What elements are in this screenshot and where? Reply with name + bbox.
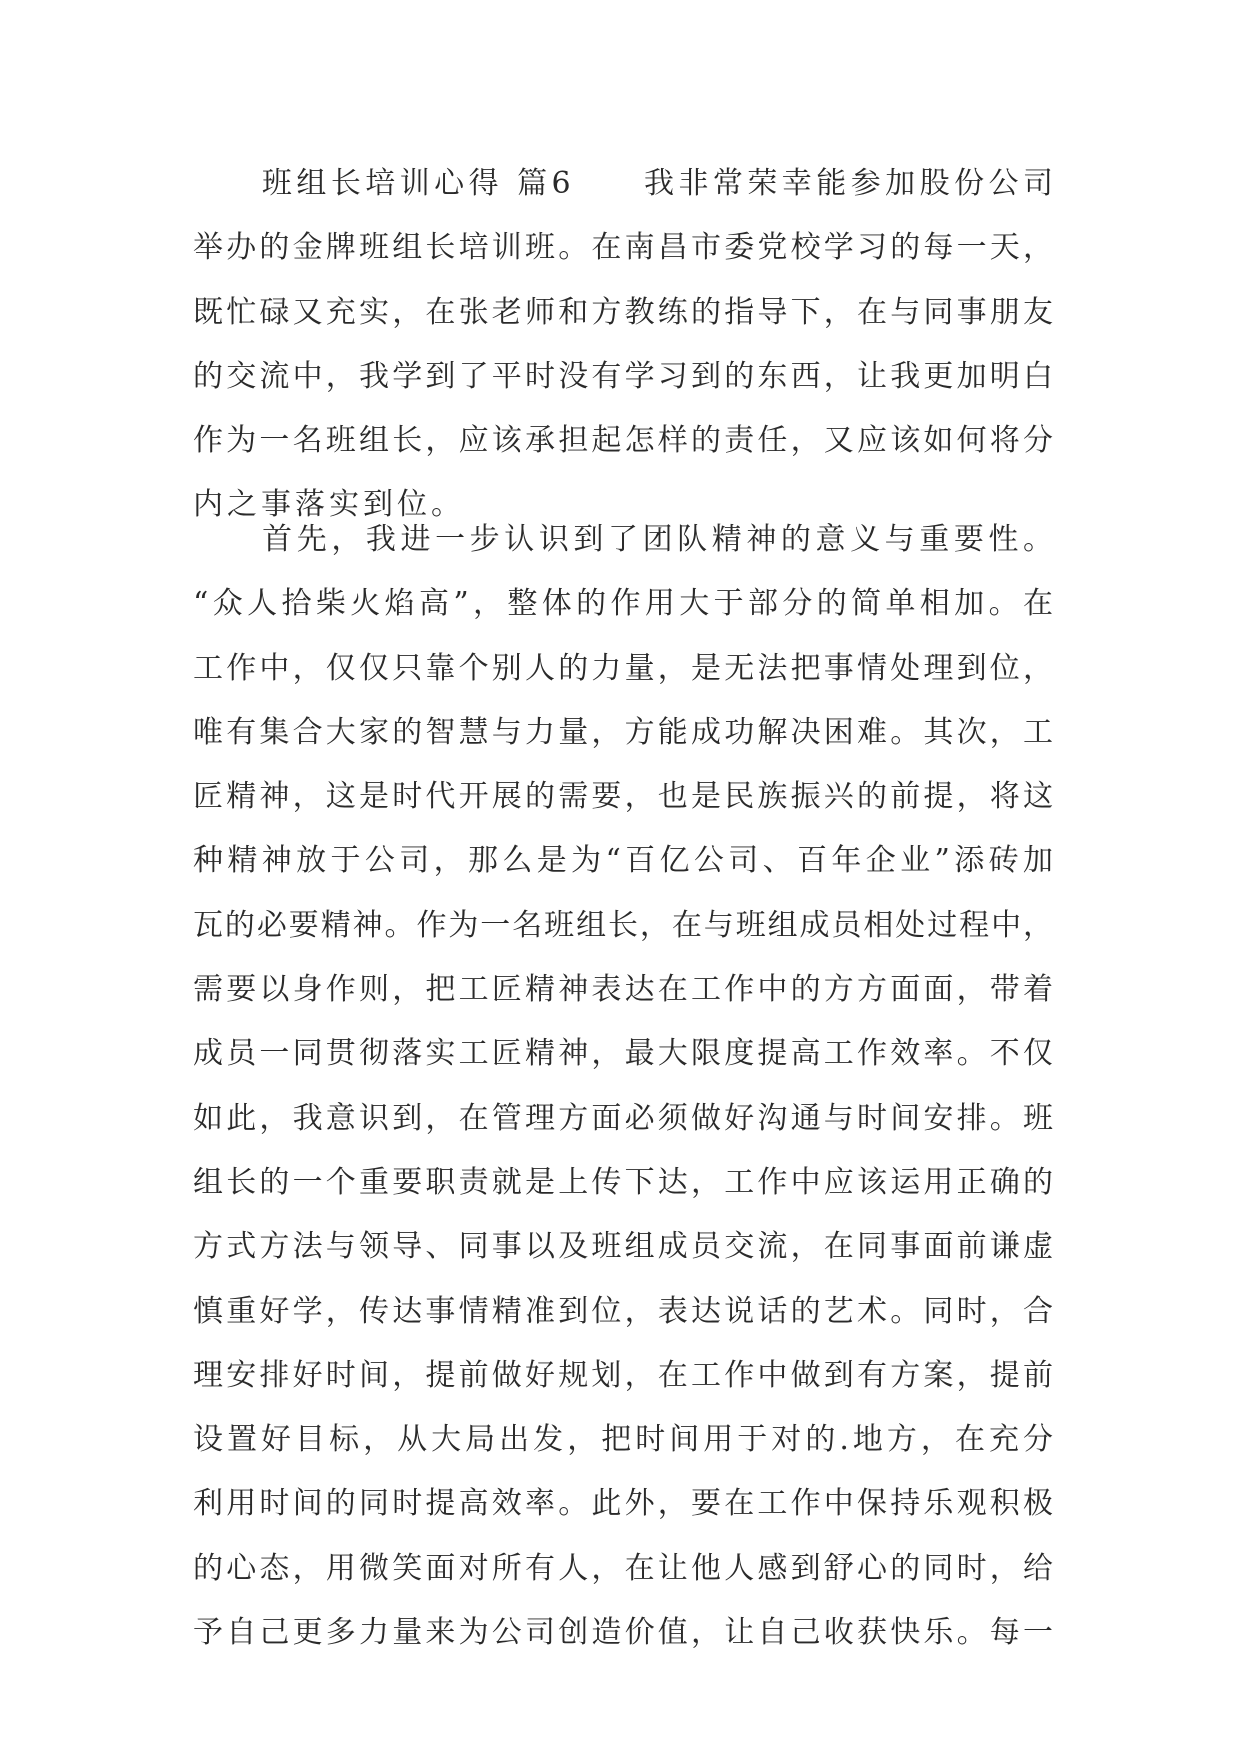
paragraph-line: 唯有集合大家的智慧与力量，方能成功解决困难。其次，工 [193, 714, 1053, 750]
paragraph-line: 的交流中，我学到了平时没有学习到的东西，让我更加明白 [193, 358, 1053, 394]
paragraph-line: 举办的金牌班组长培训班。在南昌市委党校学习的每一天， [193, 230, 1053, 266]
paragraph-line: 组长的一个重要职责就是上传下达，工作中应该运用正确的 [193, 1164, 1053, 1200]
paragraph-line: 理安排好时间，提前做好规划，在工作中做到有方案，提前 [193, 1357, 1053, 1393]
paragraph-line: 需要以身作则，把工匠精神表达在工作中的方方面面，带着 [193, 972, 1053, 1008]
paragraph-line: 既忙碌又充实，在张老师和方教练的指导下，在与同事朋友 [193, 294, 1053, 330]
paragraph-line: 设置好目标，从大局出发，把时间用于对的.地方，在充分 [193, 1422, 1053, 1458]
paragraph-line: 如此，我意识到，在管理方面必须做好沟通与时间安排。班 [193, 1100, 1053, 1136]
paragraph-line: 成员一同贯彻落实工匠精神，最大限度提高工作效率。不仅 [193, 1036, 1053, 1072]
paragraph-line: 匠精神，这是时代开展的需要，也是民族振兴的前提，将这 [193, 779, 1053, 815]
paragraph-line: 慎重好学，传达事情精准到位，表达说话的艺术。同时，合 [193, 1293, 1053, 1329]
paragraph-line: 种精神放于公司，那么是为“百亿公司、百年企业”添砖加 [193, 843, 1053, 879]
paragraph-line: 的心态，用微笑面对所有人，在让他人感到舒心的同时，给 [193, 1550, 1053, 1586]
paragraph-line: 瓦的必要精神。作为一名班组长，在与班组成员相处过程中， [193, 907, 1053, 943]
paragraph-1 [193, 152, 1053, 538]
paragraph-line: 方式方法与领导、同事以及班组成员交流，在同事面前谦虚 [193, 1229, 1053, 1265]
paragraph-line: 工作中，仅仅只靠个别人的力量，是无法把事情处理到位， [193, 650, 1053, 686]
paragraph-line: 予自己更多力量来为公司创造价值，让自己收获快乐。每一 [193, 1615, 1053, 1651]
paragraph-line: 内之事落实到位。 [193, 487, 465, 523]
paragraph-line: 利用时间的同时提高效率。此外，要在工作中保持乐观积极 [193, 1486, 1053, 1522]
paragraph-line: 作为一名班组长，应该承担起怎样的责任，又应该如何将分 [193, 423, 1053, 459]
paragraph-line: “众人拾柴火焰高”，整体的作用大于部分的简单相加。在 [193, 586, 1053, 622]
paragraph-line: 班组长培训心得 篇6 我非常荣幸能参加股份公司 [193, 166, 1053, 201]
paragraph-line: 首先，我进一步认识到了团队精神的意义与重要性。 [193, 522, 1053, 557]
paragraph-2 [193, 508, 1053, 1665]
